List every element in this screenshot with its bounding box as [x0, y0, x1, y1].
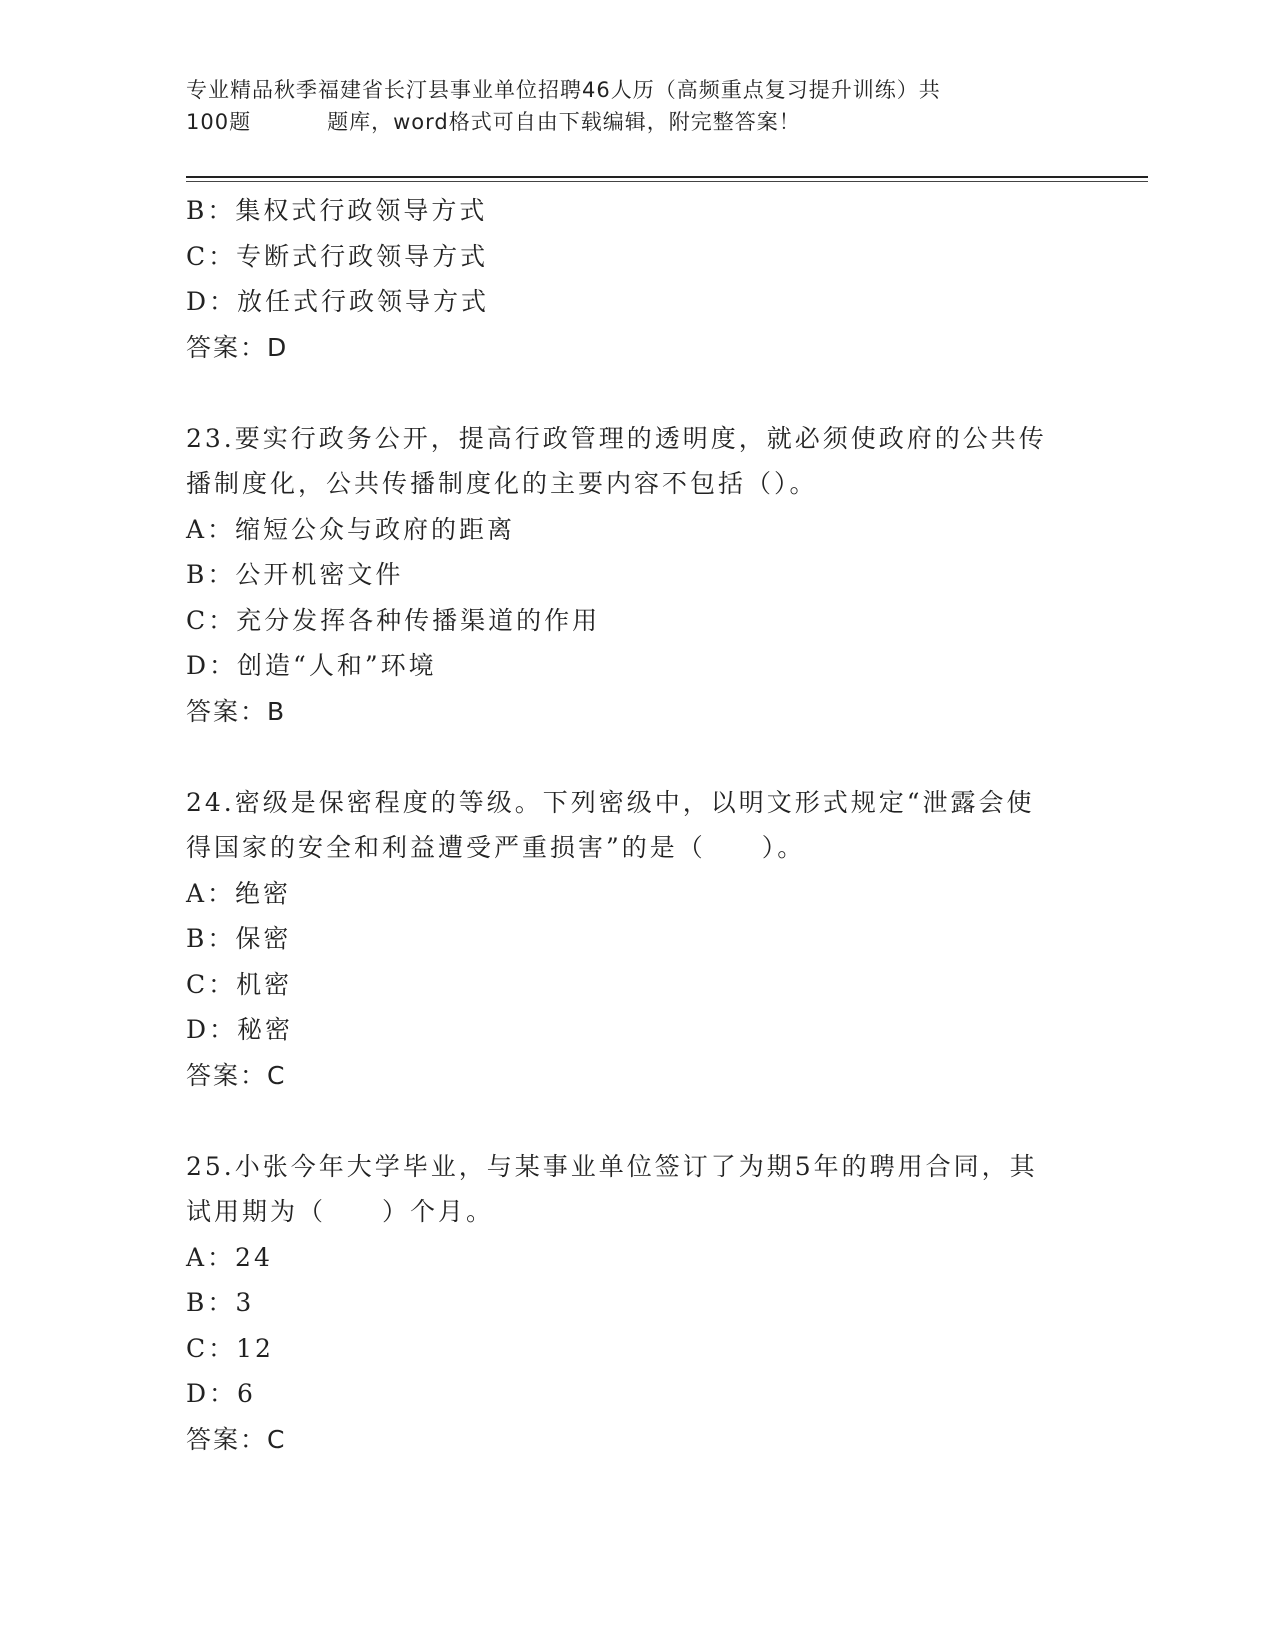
- option-c: C：充分发挥各种传播渠道的作用: [186, 605, 601, 635]
- answer-line: 答案：B: [186, 696, 287, 726]
- header-description: 题库，word格式可自由下载编辑，附完整答案！: [327, 110, 801, 134]
- header-title-line2: [186, 106, 1086, 138]
- question-text-line2: 试用期为（ ）个月。: [186, 1197, 495, 1226]
- question-text-line1: 23.要实行政务公开，提高行政管理的透明度，就必须使政府的公共传: [186, 423, 1047, 453]
- question-text-line2: 得国家的安全和利益遭受严重损害”的是（ ）。: [186, 833, 806, 862]
- header-question-count: 100题: [186, 110, 252, 134]
- spacer: [186, 1098, 1086, 1144]
- option-d: D：放任式行政领导方式: [186, 287, 490, 316]
- spacer: [186, 734, 1086, 780]
- option-b: B：3: [186, 1288, 255, 1317]
- question-text-line1: 25.小张今年大学毕业，与某事业单位签订了为期5年的聘用合同，其: [186, 1151, 1038, 1181]
- option-b: B：保密: [186, 924, 292, 953]
- option-d: D：创造“人和”环境: [186, 651, 437, 680]
- option-c: C：12: [186, 1333, 274, 1363]
- question-text-line2: 播制度化，公共传播制度化的主要内容不包括（）。: [186, 469, 818, 498]
- answer-line: 答案：D: [186, 332, 289, 362]
- option-d: D：6: [186, 1379, 256, 1408]
- option-c: C：专断式行政领导方式: [186, 241, 489, 271]
- header-divider-thin: [186, 181, 1148, 182]
- answer-line: 答案：C: [186, 1060, 287, 1090]
- option-d: D：秘密: [186, 1015, 294, 1044]
- answer-line: 答案：C: [186, 1424, 287, 1454]
- option-a: A：24: [186, 1242, 273, 1272]
- question-24: [186, 780, 1086, 1099]
- question-23: [186, 416, 1086, 735]
- question-list: [186, 188, 1086, 1462]
- option-a: A：绝密: [186, 878, 292, 908]
- header-divider-thick: [186, 176, 1148, 178]
- question-22-continued: [186, 188, 1086, 370]
- question-text-line1: 24.密级是保密程度的等级。下列密级中，以明文形式规定“泄露会使: [186, 787, 1035, 817]
- document-header: [186, 74, 1086, 138]
- option-a: A：缩短公众与政府的距离: [186, 514, 516, 544]
- option-b: B：集权式行政领导方式: [186, 196, 488, 225]
- question-25: [186, 1144, 1086, 1463]
- header-title-line1: 专业精品秋季福建省长汀县事业单位招聘46人历（高频重点复习提升训练）共: [186, 78, 941, 102]
- option-b: B：公开机密文件: [186, 560, 404, 589]
- option-c: C：机密: [186, 969, 293, 999]
- spacer: [186, 370, 1086, 416]
